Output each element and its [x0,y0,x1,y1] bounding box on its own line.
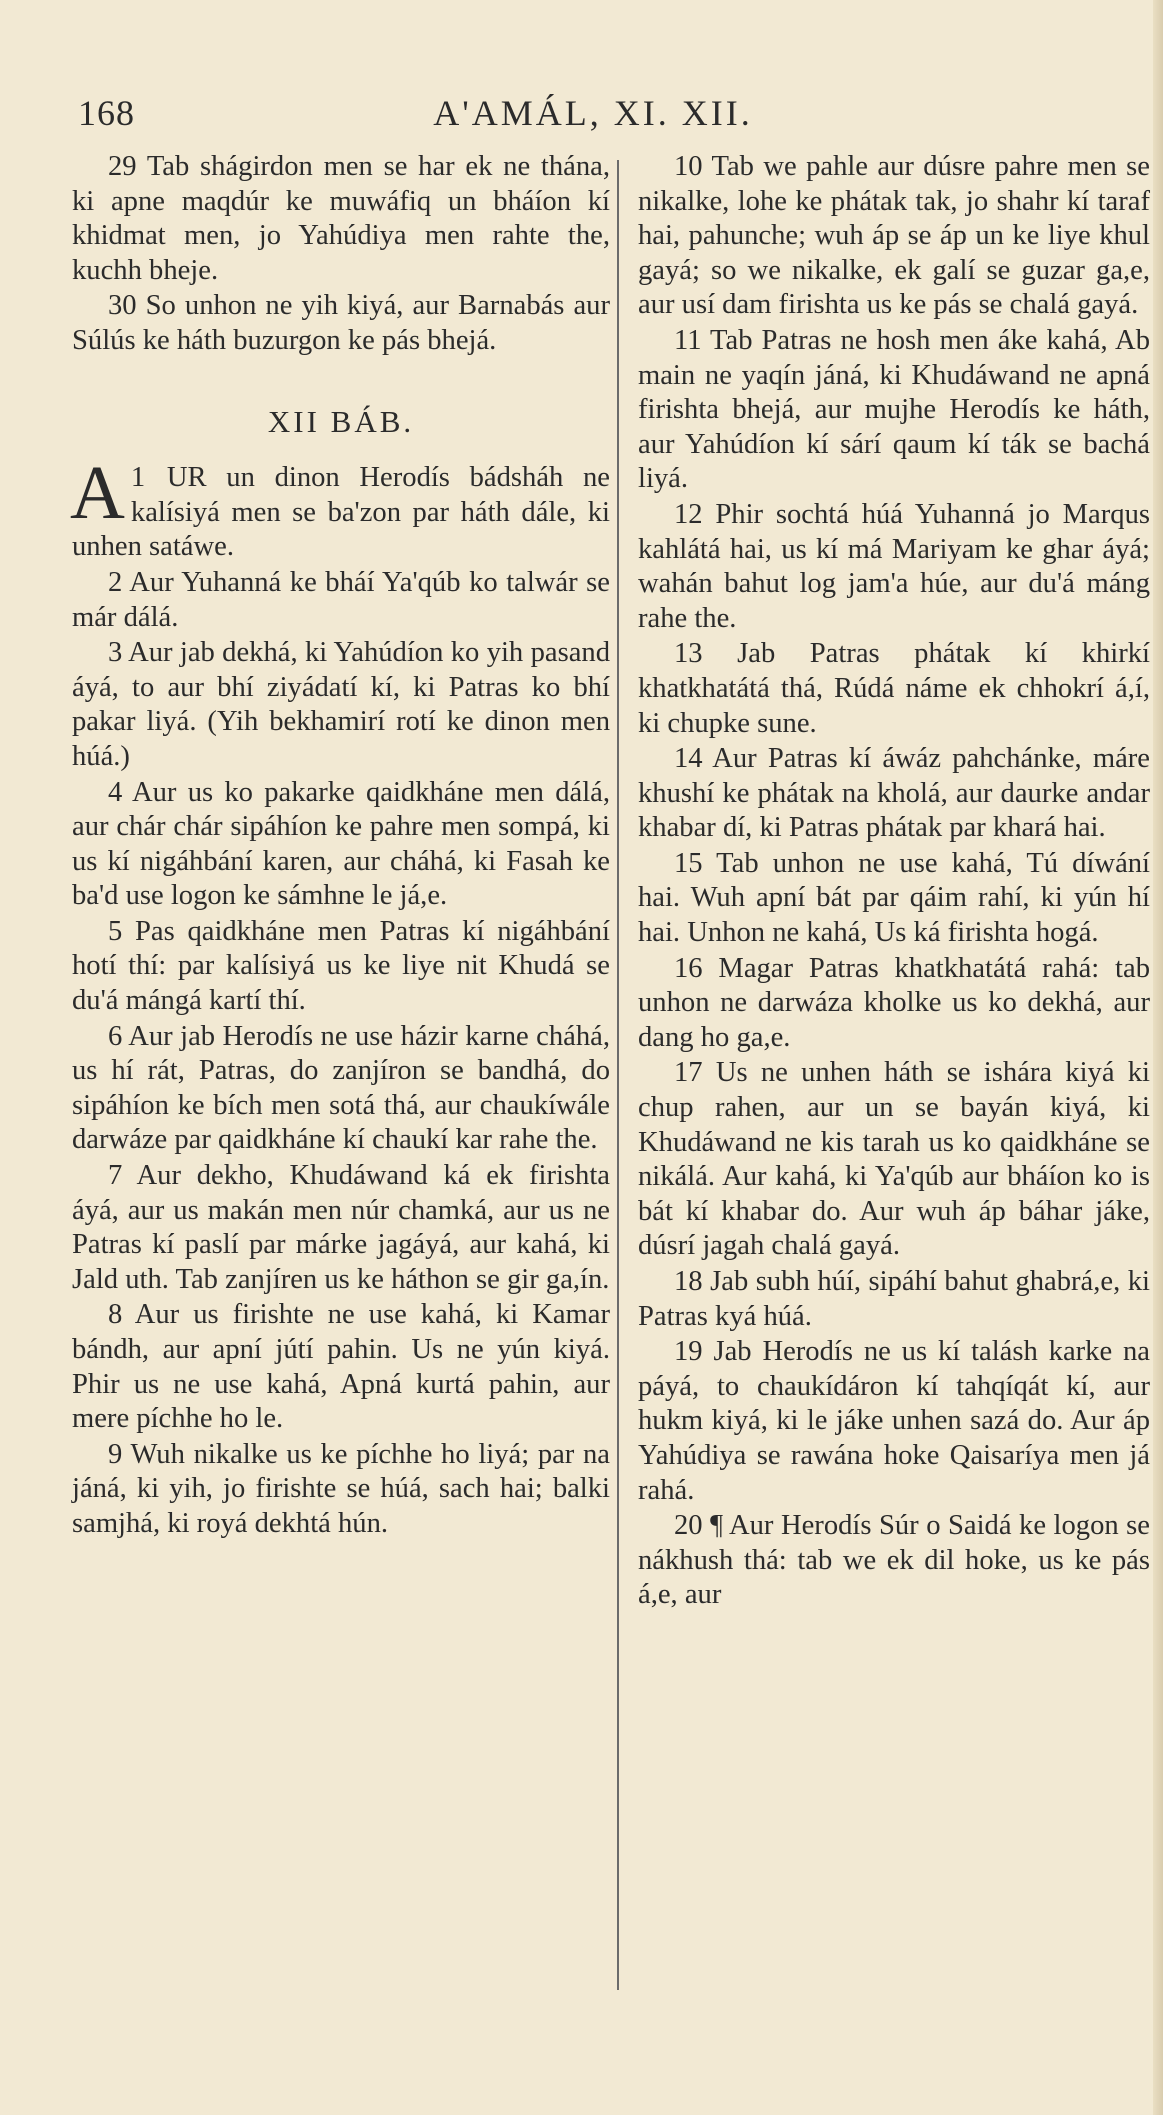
verse-paragraph: 6 Aur jab Herodís ne use házir karne cháhá, us hí rát, Patras, do zanjíron se bandhá, do sipáhíon ke bích men sotá thá, aur chaukíwále darwáze par qaidkháne kí chaukí kar rahe the. [72,1020,610,1156]
column-divider [617,160,619,1990]
verse-paragraph: 9 Wuh nikalke us ke píchhe ho liyá; par na jáná, ki yih, jo firishte se húá, sach hai; balki samjhá, ki royá dekhtá hún. [72,1438,610,1539]
verse-paragraph: 8 Aur us firishte ne use kahá, ki Kamar bándh, aur apní jútí pahin. Us ne yún kiyá. Phir us ne use kahá, Apná kurtá pahin, aur mere píchhe ho le. [72,1299,610,1435]
verse-paragraph: 20 ¶ Aur Herodís Súr o Saidá ke logon se nákhush thá: tab we ek dil hoke, us ke pás á,e, aur [638,1510,1150,1611]
verse-paragraph: 12 Phir sochtá húá Yuhanná jo Marqus kahlátá hai, us kí má Mariyam ke ghar áyá; wahán bahut log jam'a húe, aur du'á máng rahe the. [638,498,1150,634]
verse-paragraph: 11 Tab Patras ne hosh men áke kahá, Ab main ne yaqín jáná, ki Khudáwand ne apná firishta bhejá, aur mujhe Herodís ke háth, aur Yahúdíon kí sárí qaum kí ták se bachá liyá. [638,324,1150,495]
verse-paragraph: 14 Aur Patras kí áwáz pahchánke, máre khushí ke phátak na kholá, aur daurke andar khabar dí, ki Patras phátak par khará hai. [638,743,1150,844]
chapter-heading: XII BÁB. [267,403,415,439]
verse-paragraph: 13 Jab Patras phátak kí khirkí khatkhatátá thá, Rúdá náme ek chhokrí á,í, ki chupke sune. [638,638,1150,739]
first-verse [70,451,610,565]
verse-paragraph: 15 Tab unhon ne use kahá, Tú díwání hai. Wuh apní bát par qáim rahí, ki yún hí hai. Unhon ne kahá, Us ká firishta hogá. [638,847,1150,949]
running-title: A'AMÁL, XI. XII. [433,93,753,133]
verse-paragraph: 10 Tab we pahle aur dúsre pahre men se nikalke, lohe ke phátak tak, jo shahr kí taraf hai, pahunche; wuh áp se áp un ke liye khul gayá; so we nikalke, ek galí se guzar ga,e, aur usí dam firishta us ke pás se chalá gayá. [638,151,1150,321]
verse-paragraph: 2 Aur Yuhanná ke bháí Ya'qúb ko talwár se már dálá. [72,566,610,633]
verse-paragraph: 16 Magar Patras khatkhatátá rahá: tab unhon ne darwáza kholke us ko dekhá, aur dang ho ga,e. [638,952,1150,1053]
verse-paragraph: 29 Tab shágirdon men se har ek ne thána, ki apne maqdúr ke muwáfiq un bháíon kí khidmat men, jo Yahúdiya men rahte the, kuchh bheje. [72,151,610,286]
verse-paragraph: 5 Pas qaidkháne men Patras kí nigáhbání hotí thí: par kalísiyá us ke liye nit Khudá se du'á mángá kartí thí. [72,915,610,1017]
first-verse-text: UR un dinon Herodís bádsháh ne kalísiyá men se ba'zon par háth dále, ki unhen satáwe. [72,462,610,563]
verse-paragraph: 19 Jab Herodís ne us kí talásh karke na páyá, to chaukídáron kí tahqíqát kí, aur hukm kiyá, ki le jáke unhen sazá do. Aur áp Yahúdiya se rawána hoke Qaisaríya men já rahá. [638,1336,1150,1506]
verse-paragraph: 3 Aur jab dekhá, ki Yahúdíon ko yih pasand áyá, to aur bhí ziyádatí kí, ki Patras ko bhí pakar liyá. (Yih bekhamirí rotí ke dinon men húá.) [72,637,610,772]
verse-paragraph: 17 Us ne unhen háth se ishára kiyá ki chup rahen, aur un se bayán kiyá, ki Khudáwand ne kis tarah us ko qaidkháne se nikálá. Aur kahá, ki Ya'qúb aur bháíon ko is bát kí khabar do. Aur wuh áp báhar jáke, dúsrí jagah chalá gayá. [638,1057,1150,1262]
verse-paragraph: 4 Aur us ko pakarke qaidkháne men dálá, aur chár chár sipáhíon ke pahre men sompá, ki us kí nigáhbání karen, aur cháhá, ki Fasah ke ba'd use logon ke sámhne le já,e. [72,776,610,912]
verse-number: 1 [130,462,146,494]
left-column [72,150,610,1542]
verse-paragraph: 30 So unhon ne yih kiyá, aur Barnabás aur Súlús ke háth buzurgon ke pás bhejá. [72,290,610,356]
page-number: 168 [78,93,135,133]
right-column [638,150,1150,1613]
drop-cap: A [70,451,125,536]
verse-paragraph: 7 Aur dekho, Khudáwand ká ek firishta áyá, aur us makán men núr chamká, aur us ne Patras kí paslí par márke jagáyá, aur kahá, ki Jald uth. Tab zanjíren us ke háthon se gir ga,ín. [72,1160,610,1295]
verse-paragraph: 18 Jab subh húí, sipáhí bahut ghabrá,e, ki Patras kyá húá. [638,1266,1150,1332]
page-edge [1153,0,1163,2115]
page-header [78,92,1108,148]
